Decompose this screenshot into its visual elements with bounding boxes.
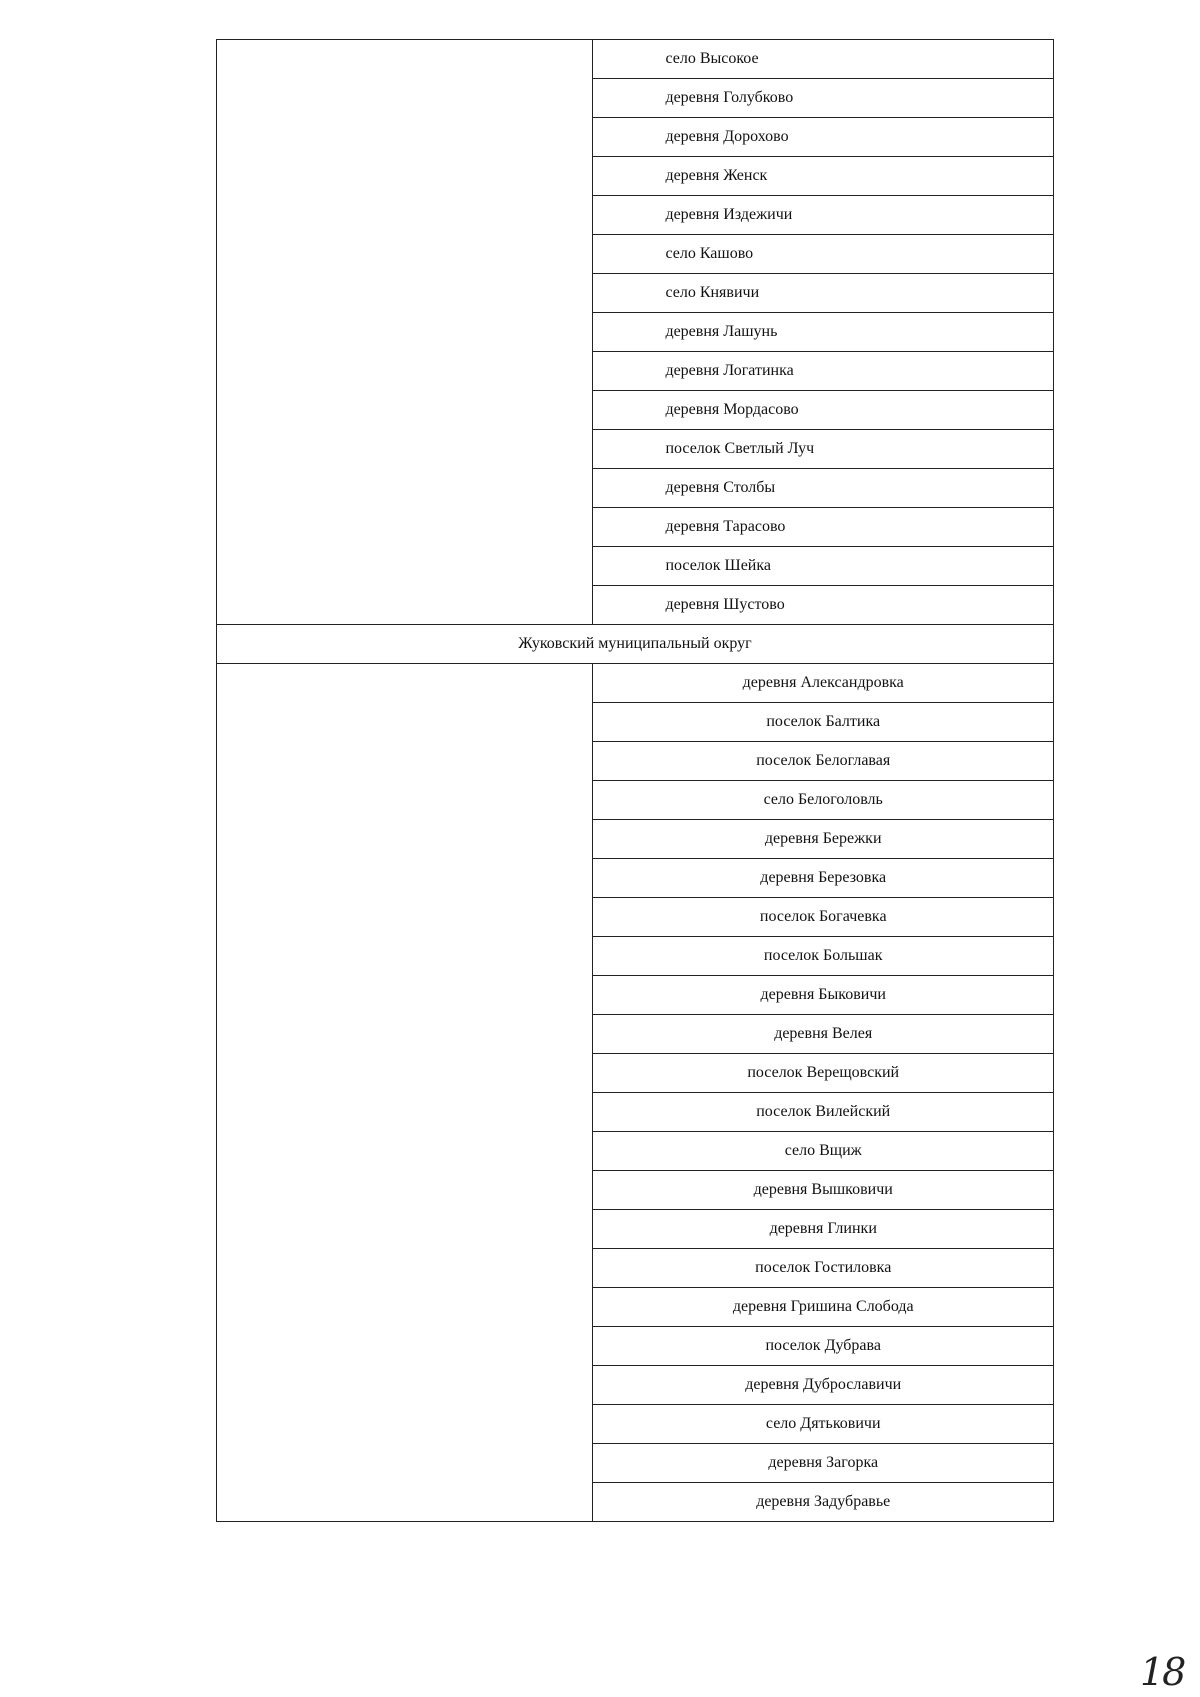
settlement-cell: село Кашово bbox=[593, 235, 1054, 274]
municipality-cell-empty bbox=[217, 664, 593, 1522]
page-number: 18 bbox=[1140, 1650, 1185, 1694]
settlement-cell: поселок Светлый Луч bbox=[593, 430, 1054, 469]
settlement-cell: деревня Бережки bbox=[593, 820, 1054, 859]
settlement-cell: деревня Голубково bbox=[593, 79, 1054, 118]
settlement-cell: деревня Столбы bbox=[593, 469, 1054, 508]
settlement-cell: село Дятьковичи bbox=[593, 1405, 1054, 1444]
settlement-cell: поселок Дубрава bbox=[593, 1327, 1054, 1366]
table-row bbox=[217, 40, 1054, 79]
settlement-cell: деревня Шустово bbox=[593, 586, 1054, 625]
settlement-cell: деревня Дуброславичи bbox=[593, 1366, 1054, 1405]
settlement-cell: деревня Александровка bbox=[593, 664, 1054, 703]
settlement-cell: деревня Тарасово bbox=[593, 508, 1054, 547]
settlement-cell: поселок Балтика bbox=[593, 703, 1054, 742]
settlement-cell: поселок Белоглавая bbox=[593, 742, 1054, 781]
section-header-row bbox=[217, 625, 1054, 664]
settlement-cell: поселок Шейка bbox=[593, 547, 1054, 586]
settlement-cell: деревня Дорохово bbox=[593, 118, 1054, 157]
settlement-cell: деревня Мордасово bbox=[593, 391, 1054, 430]
settlement-cell: деревня Гришина Слобода bbox=[593, 1288, 1054, 1327]
settlements-table bbox=[216, 39, 1054, 1522]
settlement-cell: деревня Логатинка bbox=[593, 352, 1054, 391]
settlement-cell: село Вщиж bbox=[593, 1132, 1054, 1171]
settlement-cell: село Белоголовль bbox=[593, 781, 1054, 820]
settlement-cell: деревня Глинки bbox=[593, 1210, 1054, 1249]
settlement-cell: поселок Верещовский bbox=[593, 1054, 1054, 1093]
table-row bbox=[217, 664, 1054, 703]
settlement-cell: деревня Задубравье bbox=[593, 1483, 1054, 1522]
settlement-cell: деревня Вышковичи bbox=[593, 1171, 1054, 1210]
settlement-cell: поселок Гостиловка bbox=[593, 1249, 1054, 1288]
settlement-cell: поселок Вилейский bbox=[593, 1093, 1054, 1132]
settlement-cell: деревня Быковичи bbox=[593, 976, 1054, 1015]
settlement-cell: деревня Издежичи bbox=[593, 196, 1054, 235]
settlement-cell: деревня Березовка bbox=[593, 859, 1054, 898]
settlement-cell: поселок Богачевка bbox=[593, 898, 1054, 937]
settlement-cell: поселок Большак bbox=[593, 937, 1054, 976]
settlement-cell: село Княвичи bbox=[593, 274, 1054, 313]
settlements-table-body bbox=[217, 40, 1054, 1522]
settlement-cell: село Высокое bbox=[593, 40, 1054, 79]
settlement-cell: деревня Велея bbox=[593, 1015, 1054, 1054]
municipality-cell-empty bbox=[217, 40, 593, 625]
settlement-cell: деревня Женск bbox=[593, 157, 1054, 196]
municipality-header: Жуковский муниципальный округ bbox=[217, 625, 1054, 664]
settlement-cell: деревня Лашунь bbox=[593, 313, 1054, 352]
settlement-cell: деревня Загорка bbox=[593, 1444, 1054, 1483]
